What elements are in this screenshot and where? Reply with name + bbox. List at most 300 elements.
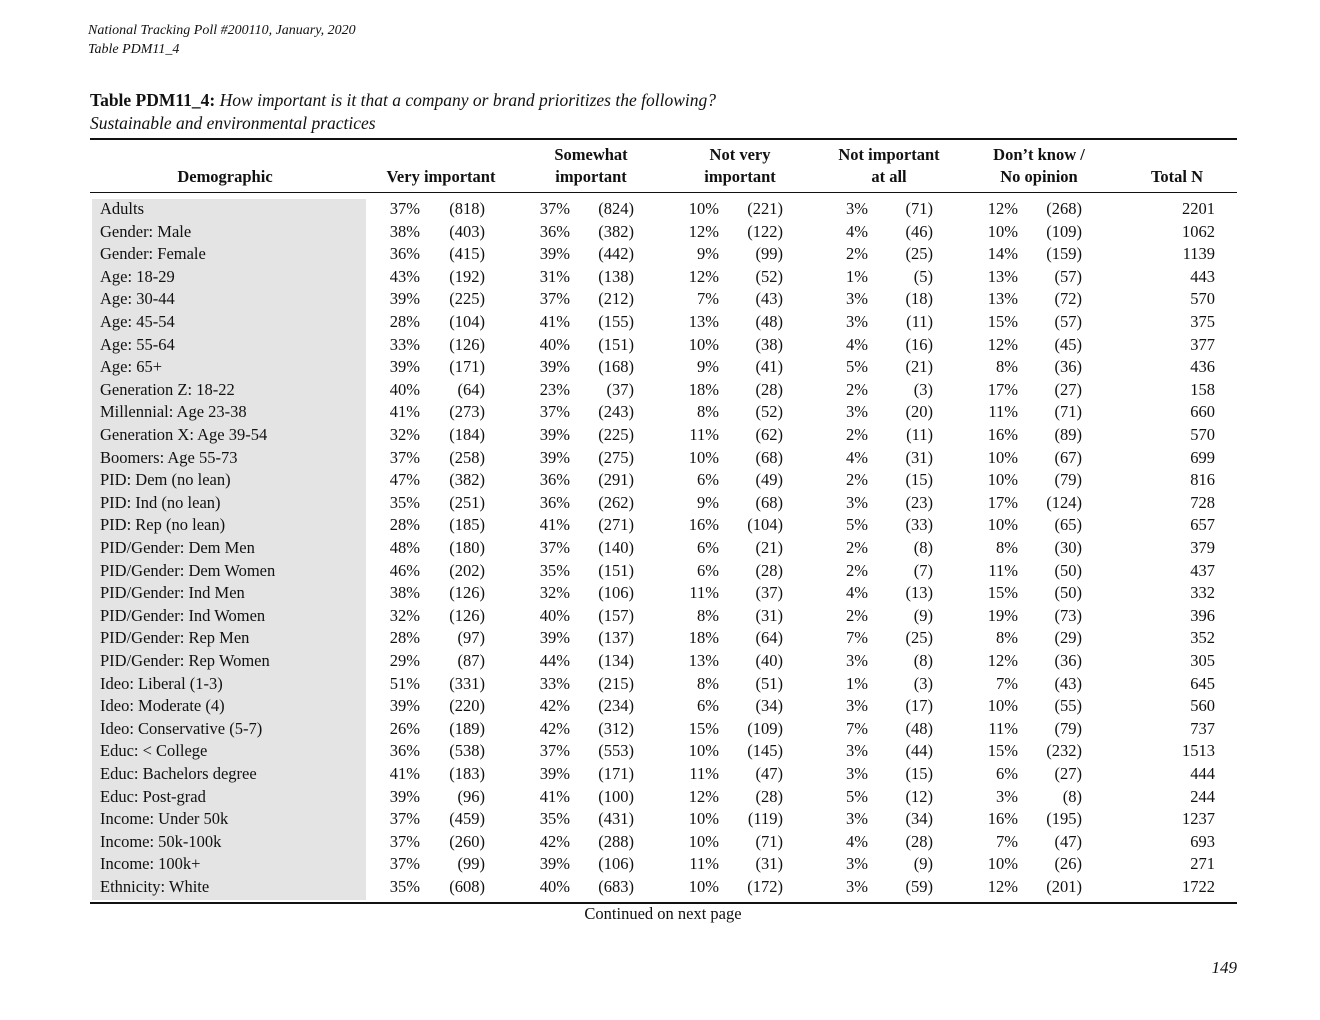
somewhat-n: (212): [598, 289, 634, 309]
notimp-n: (5): [913, 266, 933, 286]
somewhat-n: (312): [598, 718, 634, 738]
dk-n: (71): [1054, 402, 1082, 422]
very-n: (96): [457, 786, 485, 806]
notimp-n: (12): [905, 786, 933, 806]
notimp-pct: 5%: [846, 515, 868, 535]
notvery-pct: 8%: [697, 605, 719, 625]
notimp-n: (20): [905, 402, 933, 422]
row-demographic: Educ: < College: [100, 741, 208, 761]
somewhat-pct: 36%: [539, 221, 570, 241]
somewhat-n: (168): [598, 357, 634, 377]
row-demographic: Age: 65+: [100, 357, 163, 377]
row-demographic: PID: Dem (no lean): [100, 470, 231, 490]
table-row: [0, 356, 1320, 379]
total-n: 396: [1190, 605, 1215, 625]
notimp-n: (71): [905, 199, 933, 218]
dk-n: (47): [1054, 831, 1082, 851]
somewhat-pct: 37%: [539, 741, 570, 761]
notvery-n: (31): [755, 854, 783, 874]
notimp-n: (3): [913, 673, 933, 693]
notvery-n: (99): [755, 244, 783, 264]
total-n: 332: [1190, 583, 1215, 603]
table-row: [0, 334, 1320, 357]
somewhat-n: (138): [598, 266, 634, 286]
table-row: [0, 447, 1320, 470]
notvery-n: (109): [747, 718, 783, 738]
table-row: [0, 311, 1320, 334]
table-row: [0, 650, 1320, 673]
notvery-pct: 18%: [688, 379, 719, 399]
notimp-pct: 3%: [846, 741, 868, 761]
table-row: [0, 492, 1320, 515]
table-row: [0, 424, 1320, 447]
col-header-notvery-line2: important: [704, 167, 776, 186]
dk-n: (55): [1054, 696, 1082, 716]
notimp-pct: 3%: [846, 199, 868, 218]
dk-n: (26): [1054, 854, 1082, 874]
dk-pct: 12%: [987, 199, 1018, 218]
very-n: (99): [457, 854, 485, 874]
somewhat-pct: 39%: [539, 854, 570, 874]
notvery-pct: 9%: [697, 357, 719, 377]
caption-subject: Sustainable and environmental practices: [90, 113, 376, 133]
very-pct: 28%: [389, 312, 420, 331]
notvery-n: (62): [755, 425, 783, 444]
row-demographic: Age: 45-54: [100, 312, 175, 331]
table-row: [0, 198, 1320, 221]
dk-pct: 15%: [987, 312, 1018, 331]
total-n: 377: [1190, 334, 1215, 354]
notvery-pct: 12%: [688, 221, 719, 241]
notimp-pct: 4%: [846, 831, 868, 851]
somewhat-n: (106): [598, 583, 634, 603]
total-n: 1237: [1182, 809, 1215, 829]
somewhat-pct: 36%: [539, 492, 570, 512]
somewhat-n: (275): [598, 447, 634, 467]
notimp-n: (25): [905, 244, 933, 264]
notimp-n: (16): [905, 334, 933, 354]
very-n: (97): [457, 628, 485, 648]
dk-n: (73): [1054, 605, 1082, 625]
somewhat-n: (683): [598, 877, 634, 896]
notimp-pct: 5%: [846, 357, 868, 377]
table-row: [0, 537, 1320, 560]
dk-pct: 19%: [987, 605, 1018, 625]
table-row: [0, 740, 1320, 763]
dk-pct: 10%: [987, 854, 1018, 874]
very-pct: 48%: [389, 538, 420, 557]
notvery-pct: 9%: [697, 244, 719, 264]
notimp-pct: 3%: [846, 492, 868, 512]
table-row: [0, 582, 1320, 605]
somewhat-pct: 42%: [539, 696, 570, 716]
somewhat-pct: 40%: [539, 334, 570, 354]
notimp-n: (15): [905, 470, 933, 490]
somewhat-pct: 42%: [539, 718, 570, 738]
table-row: [0, 379, 1320, 402]
notvery-pct: 11%: [689, 425, 719, 444]
row-demographic: Generation X: Age 39-54: [100, 425, 268, 444]
col-header-very-important: Very important: [386, 167, 496, 186]
table-row: [0, 763, 1320, 786]
dk-n: (89): [1054, 425, 1082, 444]
notvery-pct: 10%: [688, 741, 719, 761]
somewhat-pct: 44%: [539, 651, 570, 670]
table-row: [0, 786, 1320, 809]
notimp-pct: 2%: [846, 605, 868, 625]
very-pct: 47%: [389, 470, 420, 490]
row-demographic: PID/Gender: Dem Men: [100, 538, 255, 557]
very-pct: 29%: [389, 651, 420, 670]
notimp-pct: 3%: [846, 764, 868, 783]
notimp-n: (21): [905, 357, 933, 377]
notimp-n: (23): [905, 492, 933, 512]
somewhat-pct: 39%: [539, 357, 570, 377]
table-row: [0, 288, 1320, 311]
somewhat-n: (553): [598, 741, 634, 761]
col-header-somewhat-line1: Somewhat: [554, 145, 628, 164]
somewhat-pct: 39%: [539, 628, 570, 648]
total-n: 570: [1190, 425, 1215, 444]
very-pct: 36%: [389, 741, 420, 761]
notvery-pct: 13%: [688, 651, 719, 670]
dk-n: (195): [1046, 809, 1082, 829]
notvery-n: (104): [747, 515, 783, 535]
row-demographic: PID: Rep (no lean): [100, 515, 226, 535]
notvery-pct: 8%: [697, 673, 719, 693]
col-header-not-important-at-all: [814, 144, 964, 188]
dk-n: (57): [1054, 266, 1082, 286]
notimp-pct: 3%: [846, 402, 868, 422]
notvery-pct: 15%: [688, 718, 719, 738]
very-n: (260): [449, 831, 485, 851]
row-demographic: Millennial: Age 23-38: [100, 402, 247, 422]
total-n: 699: [1190, 447, 1215, 467]
notimp-n: (13): [905, 583, 933, 603]
somewhat-n: (157): [598, 605, 634, 625]
somewhat-n: (171): [598, 764, 634, 783]
somewhat-pct: 39%: [539, 425, 570, 444]
very-n: (126): [449, 334, 485, 354]
notvery-n: (34): [755, 696, 783, 716]
col-header-somewhat-important: [516, 144, 666, 188]
notimp-pct: 3%: [846, 651, 868, 670]
table-row: [0, 560, 1320, 583]
very-pct: 35%: [389, 492, 420, 512]
dk-pct: 6%: [996, 764, 1018, 783]
very-pct: 37%: [389, 447, 420, 467]
somewhat-n: (824): [598, 199, 634, 218]
very-pct: 32%: [389, 605, 420, 625]
total-n: 379: [1190, 538, 1215, 557]
total-n: 352: [1190, 628, 1215, 648]
somewhat-n: (271): [598, 515, 634, 535]
dk-pct: 13%: [987, 289, 1018, 309]
col-header-total-n: Total N: [1150, 167, 1204, 186]
row-demographic: PID/Gender: Ind Men: [100, 583, 245, 603]
table-row: [0, 673, 1320, 696]
table-row: [0, 695, 1320, 718]
dk-n: (36): [1054, 357, 1082, 377]
notvery-pct: 7%: [697, 289, 719, 309]
notimp-n: (59): [905, 877, 933, 896]
very-pct: 36%: [389, 244, 420, 264]
table-caption: [90, 89, 716, 135]
somewhat-n: (382): [598, 221, 634, 241]
somewhat-pct: 41%: [539, 786, 570, 806]
table-top-rule: [90, 138, 1237, 140]
notvery-pct: 10%: [688, 199, 719, 218]
very-n: (273): [449, 402, 485, 422]
notvery-n: (64): [755, 628, 783, 648]
notimp-n: (11): [906, 425, 933, 444]
dk-n: (67): [1054, 447, 1082, 467]
notimp-pct: 3%: [846, 877, 868, 896]
dk-pct: 12%: [987, 877, 1018, 896]
notimp-pct: 2%: [846, 244, 868, 264]
notvery-pct: 12%: [688, 266, 719, 286]
total-n: 570: [1190, 289, 1215, 309]
dk-n: (8): [1062, 786, 1082, 806]
notvery-n: (119): [747, 809, 783, 829]
dk-n: (30): [1054, 538, 1082, 557]
notimp-pct: 2%: [846, 538, 868, 557]
very-n: (538): [449, 741, 485, 761]
dk-n: (79): [1054, 470, 1082, 490]
dk-pct: 11%: [988, 718, 1018, 738]
notvery-pct: 11%: [689, 764, 719, 783]
dk-n: (45): [1054, 334, 1082, 354]
notimp-n: (9): [913, 605, 933, 625]
row-demographic: Age: 55-64: [100, 334, 175, 354]
row-demographic: Gender: Female: [100, 244, 206, 264]
dk-n: (57): [1054, 312, 1082, 331]
very-pct: 28%: [389, 515, 420, 535]
dk-n: (27): [1054, 764, 1082, 783]
notimp-n: (48): [905, 718, 933, 738]
row-demographic: Adults: [100, 199, 145, 218]
notvery-n: (48): [755, 312, 783, 331]
dk-n: (268): [1046, 199, 1082, 218]
caption-label: Table PDM11_4:: [90, 90, 216, 110]
col-header-dk-line2: No opinion: [1000, 167, 1078, 186]
notvery-n: (28): [755, 379, 783, 399]
notvery-pct: 10%: [688, 334, 719, 354]
notimp-n: (9): [913, 854, 933, 874]
total-n: 158: [1190, 379, 1215, 399]
somewhat-pct: 35%: [539, 560, 570, 580]
very-pct: 39%: [389, 357, 420, 377]
dk-n: (29): [1054, 628, 1082, 648]
somewhat-n: (431): [598, 809, 634, 829]
very-pct: 37%: [389, 831, 420, 851]
dk-pct: 10%: [987, 221, 1018, 241]
notimp-pct: 1%: [846, 266, 868, 286]
somewhat-pct: 35%: [539, 809, 570, 829]
notimp-pct: 3%: [846, 854, 868, 874]
somewhat-pct: 40%: [539, 877, 570, 896]
dk-pct: 10%: [987, 447, 1018, 467]
table-row: [0, 718, 1320, 741]
notimp-n: (25): [905, 628, 933, 648]
row-demographic: Income: Under 50k: [100, 809, 229, 829]
document-header-title: National Tracking Poll #200110, January, 2020: [88, 23, 356, 38]
very-n: (87): [457, 651, 485, 670]
notimp-pct: 4%: [846, 334, 868, 354]
very-n: (64): [457, 379, 485, 399]
dk-pct: 15%: [987, 583, 1018, 603]
somewhat-pct: 39%: [539, 764, 570, 783]
very-pct: 40%: [389, 379, 420, 399]
very-n: (183): [449, 764, 485, 783]
somewhat-pct: 23%: [539, 379, 570, 399]
row-demographic: Generation Z: 18-22: [100, 379, 235, 399]
notimp-pct: 7%: [846, 718, 868, 738]
notvery-n: (71): [755, 831, 783, 851]
dk-n: (109): [1046, 221, 1082, 241]
notvery-n: (40): [755, 651, 783, 670]
table-row: [0, 876, 1320, 899]
very-pct: 41%: [389, 764, 420, 783]
notimp-pct: 4%: [846, 221, 868, 241]
total-n: 1513: [1182, 741, 1215, 761]
very-pct: 33%: [389, 334, 420, 354]
somewhat-n: (225): [598, 425, 634, 444]
very-pct: 46%: [389, 560, 420, 580]
row-demographic: Age: 18-29: [100, 266, 175, 286]
somewhat-n: (106): [598, 854, 634, 874]
somewhat-n: (37): [606, 379, 634, 399]
notvery-pct: 18%: [688, 628, 719, 648]
dk-n: (27): [1054, 379, 1082, 399]
notvery-pct: 10%: [688, 877, 719, 896]
table-row: [0, 243, 1320, 266]
notvery-n: (52): [755, 266, 783, 286]
row-demographic: Age: 30-44: [100, 289, 175, 309]
somewhat-n: (134): [598, 651, 634, 670]
notimp-pct: 4%: [846, 447, 868, 467]
notvery-pct: 6%: [697, 560, 719, 580]
very-pct: 37%: [389, 199, 420, 218]
row-demographic: PID/Gender: Ind Women: [100, 605, 266, 625]
very-n: (185): [449, 515, 485, 535]
total-n: 816: [1190, 470, 1215, 490]
notvery-n: (28): [755, 560, 783, 580]
notvery-n: (49): [755, 470, 783, 490]
notvery-n: (43): [755, 289, 783, 309]
total-n: 660: [1190, 402, 1215, 422]
somewhat-n: (137): [598, 628, 634, 648]
row-demographic: PID/Gender: Rep Women: [100, 651, 270, 670]
somewhat-pct: 42%: [539, 831, 570, 851]
dk-n: (124): [1046, 492, 1082, 512]
very-pct: 39%: [389, 289, 420, 309]
dk-pct: 14%: [987, 244, 1018, 264]
col-header-notimp-line1: Not important: [838, 145, 940, 164]
col-header-not-very-important: [665, 144, 815, 188]
very-pct: 39%: [389, 786, 420, 806]
notvery-pct: 11%: [689, 854, 719, 874]
somewhat-n: (442): [598, 244, 634, 264]
somewhat-pct: 32%: [539, 583, 570, 603]
notvery-pct: 6%: [697, 538, 719, 557]
row-demographic: Educ: Bachelors degree: [100, 764, 257, 783]
notimp-pct: 2%: [846, 470, 868, 490]
very-pct: 38%: [389, 583, 420, 603]
dk-n: (50): [1054, 583, 1082, 603]
notimp-n: (3): [913, 379, 933, 399]
somewhat-n: (215): [598, 673, 634, 693]
dk-pct: 8%: [996, 628, 1018, 648]
notimp-n: (28): [905, 831, 933, 851]
dk-pct: 15%: [987, 741, 1018, 761]
notvery-n: (47): [755, 764, 783, 783]
table-row: [0, 853, 1320, 876]
very-pct: 37%: [389, 809, 420, 829]
very-pct: 38%: [389, 221, 420, 241]
dk-pct: 3%: [996, 786, 1018, 806]
notvery-pct: 6%: [697, 470, 719, 490]
dk-pct: 17%: [987, 492, 1018, 512]
total-n: 2201: [1182, 199, 1215, 218]
somewhat-pct: 37%: [539, 199, 570, 218]
dk-pct: 8%: [996, 357, 1018, 377]
very-pct: 39%: [389, 696, 420, 716]
very-n: (459): [449, 809, 485, 829]
very-n: (415): [449, 244, 485, 264]
total-n: 1722: [1182, 877, 1215, 896]
notvery-n: (28): [755, 786, 783, 806]
notvery-n: (68): [755, 447, 783, 467]
somewhat-pct: 41%: [539, 515, 570, 535]
very-n: (202): [449, 560, 485, 580]
row-demographic: Educ: Post-grad: [100, 786, 206, 806]
somewhat-n: (140): [598, 538, 634, 557]
dk-pct: 17%: [987, 379, 1018, 399]
continued-note: Continued on next page: [584, 904, 742, 923]
somewhat-n: (288): [598, 831, 634, 851]
total-n: 560: [1190, 696, 1215, 716]
table-row: [0, 831, 1320, 854]
notimp-n: (7): [913, 560, 933, 580]
dk-pct: 16%: [987, 425, 1018, 444]
somewhat-pct: 33%: [539, 673, 570, 693]
very-pct: 32%: [389, 425, 420, 444]
total-n: 271: [1190, 854, 1215, 874]
table-row: [0, 808, 1320, 831]
very-n: (184): [449, 425, 485, 444]
total-n: 444: [1190, 764, 1215, 783]
col-header-somewhat-line2: important: [555, 167, 627, 186]
notvery-n: (51): [755, 673, 783, 693]
notvery-n: (38): [755, 334, 783, 354]
dk-pct: 13%: [987, 266, 1018, 286]
notvery-n: (221): [747, 199, 783, 218]
notimp-pct: 4%: [846, 583, 868, 603]
notvery-pct: 11%: [689, 583, 719, 603]
notvery-n: (122): [747, 221, 783, 241]
notvery-n: (41): [755, 357, 783, 377]
total-n: 728: [1190, 492, 1215, 512]
total-n: 375: [1190, 312, 1215, 331]
notimp-pct: 1%: [846, 673, 868, 693]
dk-n: (43): [1054, 673, 1082, 693]
notimp-pct: 2%: [846, 560, 868, 580]
total-n: 657: [1190, 515, 1215, 535]
dk-n: (72): [1054, 289, 1082, 309]
notimp-pct: 5%: [846, 786, 868, 806]
total-n: 1062: [1182, 221, 1215, 241]
